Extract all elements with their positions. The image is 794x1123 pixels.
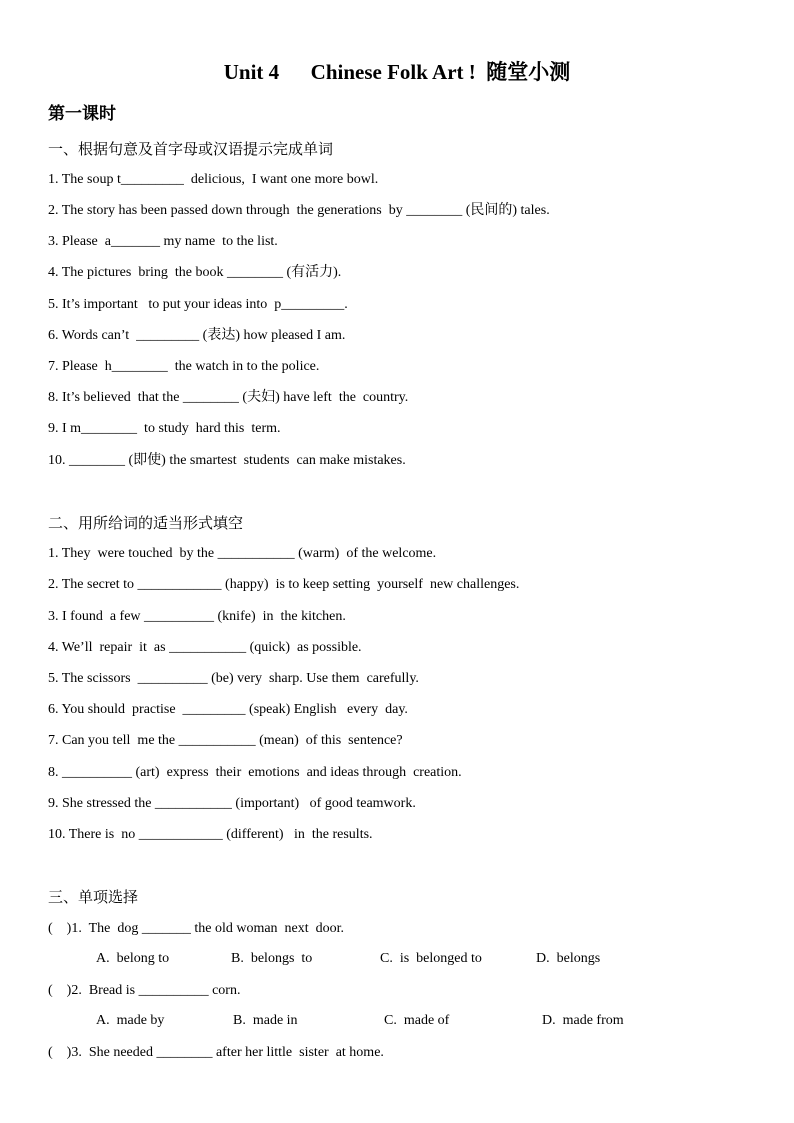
- section-1-item-10: 10. ________ (即使) the smartest students can make mistakes.: [48, 453, 406, 468]
- question-3-stem: ( )3. She needed ________ after her little sister at home.: [48, 1045, 384, 1060]
- lesson-heading: 第一课时: [48, 104, 116, 124]
- section-1-item-5: 5. It’s important to put your ideas into p_________.: [48, 297, 348, 312]
- question-1-option-a[interactable]: A. belong to: [96, 951, 170, 966]
- section-1-item-7: 7. Please h________ the watch in to the police.: [48, 359, 320, 374]
- section-2-item-3: 3. I found a few __________ (knife) in the kitchen.: [48, 609, 346, 624]
- section-2-item-10: 10. There is no ____________ (different) in the results.: [48, 827, 373, 842]
- section-1-item-1: 1. The soup t_________ delicious, I want one more bowl.: [48, 172, 379, 187]
- question-1-option-d[interactable]: D. belongs: [536, 951, 601, 966]
- section-1-item-8: 8. It’s believed that the ________ (夫妇) have left the country.: [48, 390, 409, 405]
- section-3-heading: 三、单项选择: [48, 888, 139, 906]
- section-1-heading: 一、根据句意及首字母或汉语提示完成单词: [48, 140, 334, 158]
- question-1-option-c[interactable]: C. is belonged to: [380, 951, 482, 966]
- section-1-item-2: 2. The story has been passed down through the generations by ________ (民间的) tales.: [48, 203, 550, 218]
- question-2-option-c[interactable]: C. made of: [384, 1013, 450, 1028]
- section-2-item-7: 7. Can you tell me the ___________ (mean) of this sentence?: [48, 733, 403, 748]
- section-1-item-6: 6. Words can’t _________ (表达) how pleased I am.: [48, 328, 346, 343]
- question-1-option-b[interactable]: B. belongs to: [231, 951, 313, 966]
- question-2-option-a[interactable]: A. made by: [96, 1013, 165, 1028]
- question-2-option-b[interactable]: B. made in: [233, 1013, 298, 1028]
- section-1-item-3: 3. Please a_______ my name to the list.: [48, 234, 278, 249]
- section-2-item-9: 9. She stressed the ___________ (important) of good teamwork.: [48, 796, 416, 811]
- question-1-stem: ( )1. The dog _______ the old woman next door.: [48, 921, 345, 936]
- section-2-item-1: 1. They were touched by the ___________ (warm) of the welcome.: [48, 546, 437, 561]
- page-title: Unit 4 Chinese Folk Art ! 随堂小测: [223, 60, 571, 84]
- question-2-options: [96, 1013, 696, 1031]
- section-2-item-6: 6. You should practise _________ (speak) English every day.: [48, 702, 408, 717]
- question-2-stem: ( )2. Bread is __________ corn.: [48, 983, 241, 998]
- section-2-item-8: 8. __________ (art) express their emotions and ideas through creation.: [48, 765, 462, 780]
- section-2-heading: 二、用所给词的适当形式填空: [48, 514, 244, 532]
- section-1-item-4: 4. The pictures bring the book ________ (有活力).: [48, 265, 342, 280]
- section-1-item-9: 9. I m________ to study hard this term.: [48, 421, 281, 436]
- question-2-option-d[interactable]: D. made from: [542, 1013, 624, 1028]
- section-2-item-4: 4. We’ll repair it as ___________ (quick) as possible.: [48, 640, 362, 655]
- section-2-item-5: 5. The scissors __________ (be) very sharp. Use them carefully.: [48, 671, 419, 686]
- section-2-item-2: 2. The secret to ____________ (happy) is to keep setting yourself new challenges.: [48, 577, 520, 592]
- question-1-options: [96, 951, 696, 969]
